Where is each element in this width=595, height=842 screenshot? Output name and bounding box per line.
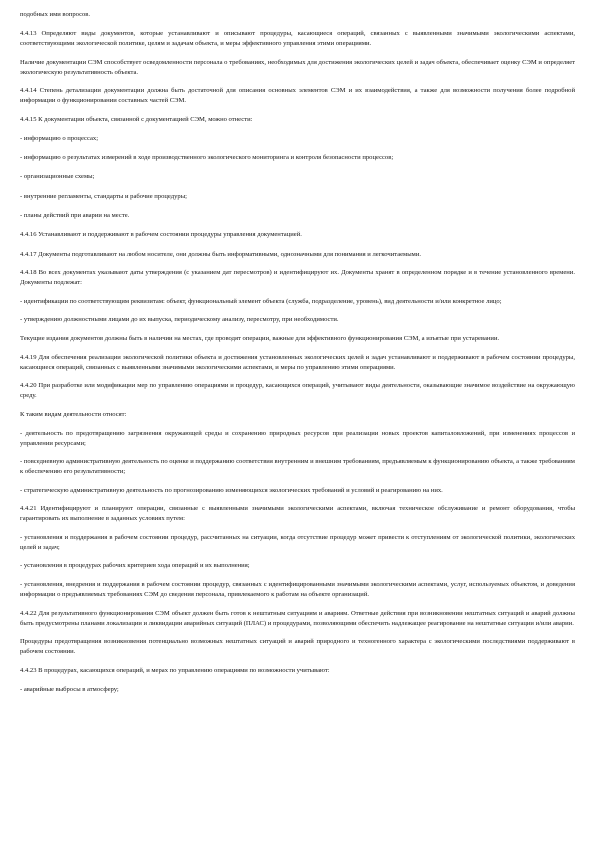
list-item: - установления и поддержания в рабочем состоянии процедур, рассчитанных на ситуации, когда отсутствие процедур может привести к отступлениям от экологической политики, экологических целей и задач; bbox=[20, 533, 575, 551]
list-item: - аварийные выбросы в атмосферу; bbox=[20, 685, 119, 693]
list-item: - деятельность по предотвращению загрязнения окружающей среды и сохранению природных ресурсов при реализации новых проектов капиталовложений, при изменениях процессов и управлении ресурсами; bbox=[20, 429, 575, 447]
list-item: - идентификации по соответствующим реквизитам: объект, функциональный элемент объекта (служба, подразделение, уровень), вид деятельности и/или конкретное лицо; bbox=[20, 297, 502, 305]
clause-4-4-15: 4.4.15 К документации объекта, связанной с документацией СЭМ, можно отнести: bbox=[20, 115, 253, 123]
paragraph-current-editions: Текущие издания документов должны быть в наличии на местах, где проводят операции, важные для эффективного функционирования СЭМ, а изъятые при устаревании. bbox=[20, 335, 500, 343]
clause-4-4-19: 4.4.19 Для обеспечения реализации экологической политики объекта и достижения установленных экологических целей и задач устанавливают и поддерживают в рабочем состоянии процедуры, касающиеся операций, связанных с выявленными значимыми экологическими аспектами, и меры по управлению этими операциями. bbox=[20, 353, 575, 371]
list-item: - организационные схемы; bbox=[20, 173, 95, 181]
list-item: - стратегическую административную деятельность по прогнозированию изменяющихся экологических требований и условий и реагированию на них. bbox=[20, 486, 443, 494]
paragraph-continuation: подобных ими вопросов. bbox=[20, 11, 91, 18]
list-item: - установления, внедрения и поддержания в рабочем состоянии процедур, связанных с идентифицированными значимыми экологическими аспектами, услуг, используемых объектом, и доведения информации о предъявляемых требованиях СЭМ до сведения персонала, привлекаемого к работам на объекте организаций. bbox=[20, 581, 575, 599]
list-item: - внутренние регламенты, стандарты и рабочие процедуры; bbox=[20, 192, 187, 200]
clause-4-4-21: 4.4.21 Идентифицируют и планируют операции, связанные с выявленными значимыми экологическими аспектами, включая техническое обслуживание и ремонт оборудования, чтобы гарантировать их выполнение в заданных условиях путем: bbox=[20, 505, 575, 523]
clause-4-4-20: 4.4.20 При разработке или модификации мер по управлению операциями и процедур, касающихся операций, учитывают виды деятельности, оказывающие значимое воздействие на окружающую среду. bbox=[20, 382, 575, 400]
clause-4-4-18: 4.4.18 Во всех документах указывают даты утверждения (с указанием дат пересмотров) и идентифицируют их. Документы хранят в определенном порядке и в течение установленного времени. Документы подлежат: bbox=[20, 269, 575, 286]
list-item: - информацию о процессах; bbox=[20, 134, 99, 142]
list-item: - повседневную административную деятельность по оценке и поддержанию соответствия внутренним и внешним требованиям, предъявляемым к функционированию объекта, а также требованиям к обеспечению его результативности; bbox=[20, 458, 575, 476]
list-item: - планы действий при аварии на месте. bbox=[20, 212, 130, 219]
clause-4-4-14: 4.4.14 Степень детализации документации должна быть достаточной для описания основных элементов СЭМ и их взаимодействия, а также для возможности получения более подробной информации о функционировании составных частей СЭМ. bbox=[20, 87, 575, 105]
clause-4-4-13: 4.4.13 Определяют виды документов, которые устанавливают и описывают процедуры, касающиеся операций, связанных с выявленными значимыми экологическими аспектами, соответствующими экологической политике, целям и задачам объекта, и меры эффективного управления этими операциями. bbox=[20, 30, 575, 48]
paragraph-activity-types: К таким видам деятельности относят: bbox=[20, 410, 127, 418]
list-item: - информацию о результатах измерений в ходе производственного экологического мониторинга и контроля безопасности процессов; bbox=[20, 154, 394, 162]
list-item: - утверждению должностными лицами до их выпуска, периодическому анализу, пересмотру, при необходимости. bbox=[20, 316, 339, 323]
clause-4-4-17: 4.4.17 Документы подготавливают на любом носителе, они должны быть информативными, однозначными для понимания и легкочитаемыми. bbox=[20, 250, 422, 258]
paragraph-prevention-procedures: Процедуры предотвращения возникновения потенциально возможных нештатных ситуаций и аварий природного и техногенного характера с экологическими последствиями поддерживают в рабочем состоянии. bbox=[20, 638, 575, 656]
clause-4-4-16: 4.4.16 Устанавливают и поддерживают в рабочем состоянии процедуры управления документацией. bbox=[20, 231, 302, 239]
paragraph-documentation-purpose: Наличие документации СЭМ способствует осведомленности персонала о требованиях, необходимых для достижения экологических целей и задач объекта, обеспечивает оценку СЭМ и определяет экологическую результативность объекта. bbox=[20, 58, 575, 76]
clause-4-4-22: 4.4.22 Для результативного функционирования СЭМ объект должен быть готов к нештатным ситуациям и авариям. Ответные действия при возникновении нештатных ситуаций и аварий должны быть предусмотрены планами локализации и ликвидации аварийных ситуаций (ПЛАС) и процедурами, позволяющими обеспечить надлежащее реагирование на нештатные ситуации и/или аварии. bbox=[20, 609, 575, 627]
list-item: - установления в процедурах рабочих критериев хода операций и их выполнения; bbox=[20, 562, 250, 570]
clause-4-4-23: 4.4.23 В процедурах, касающихся операций, и мерах по управлению операциями по возможности учитывают: bbox=[20, 666, 330, 674]
